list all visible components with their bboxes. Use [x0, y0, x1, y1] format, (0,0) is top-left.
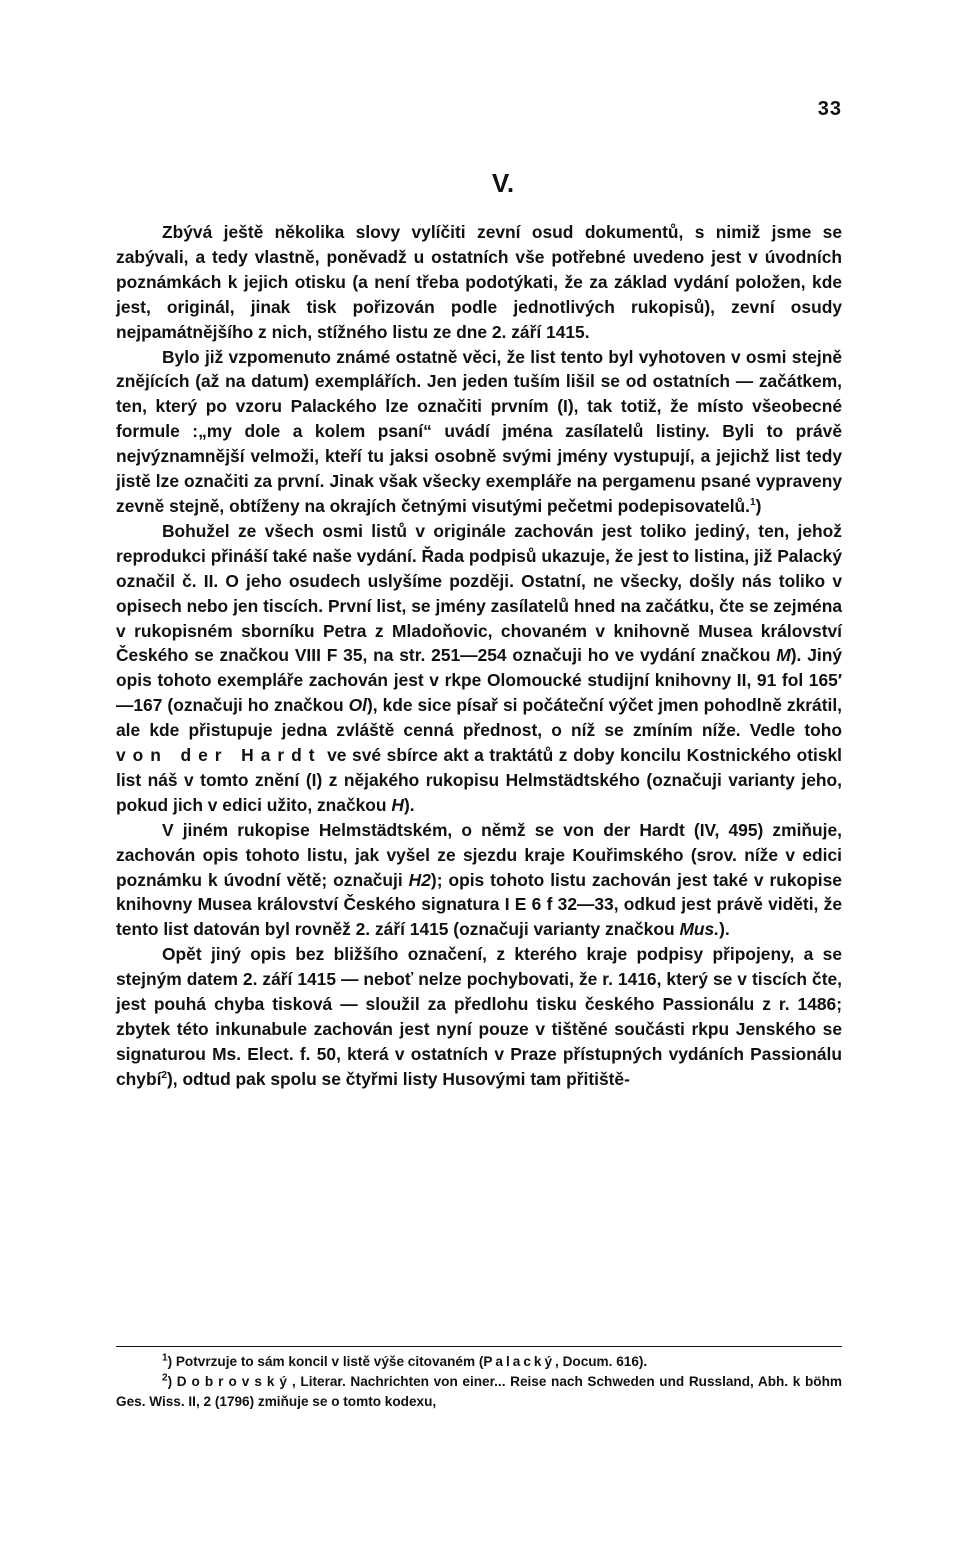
footnote-ref-1[interactable]: 1 [750, 497, 756, 509]
siglum-mus: Mus. [679, 919, 720, 940]
paragraph-1: Zbývá ještě několika slovy vylíčiti zevní osud dokumentů, s nimiž jsme se zabývali, a tedy vlastně, poněvadž u ostatních vše potřebné uvedeno jest v úvodních poznámkách k jejich otisku (a není třeba podotýkati, že za základ vydání položen, kde jest, originál, jinak tisk pořizován podle jednotlivých rukopisů), zevní osudy nejpamátnějšího z nich, stížného listu ze dne 2. září 1415. [116, 222, 842, 342]
author-name-hardt: von der Hardt [116, 745, 322, 766]
footnote-2 [116, 1372, 842, 1412]
siglum-h: H [391, 794, 404, 815]
footnote-1-text-a: ) Potvrzuje to sám koncil v listě výše citovaném ( [167, 1354, 484, 1369]
footnote-2-author: Dobrovský [176, 1373, 292, 1389]
footnote-divider [116, 1346, 842, 1347]
paragraph-3 [116, 519, 842, 818]
footnotes [116, 1352, 842, 1411]
paragraph-4-text-c: ). [719, 919, 730, 940]
paragraph-3-text-b: ). Jiný opis tohoto exempláře zachován jest v rkpe Olomoucké studijní knihovny II, 91 fol 165′—167 (označuji ho značkou [116, 645, 842, 716]
siglum-h2: H2 [408, 869, 431, 890]
paragraph-4-text-b: ); opis tohoto listu zachován jest také v rukopise knihovny Musea království Českého signatura I E 6 f 32—33, odkud jest právě viděti, že tento list datován byl rovněž 2. září 1415 (označuji varianty značkou [116, 869, 842, 940]
body-text [116, 220, 842, 1092]
footnote-1-author: Palacký [483, 1354, 556, 1369]
paragraph-3-text-d: ve své sbírce akt a traktátů z doby koncilu Kostnického otiskl list náš v tomto znění (I) z nějakého rukopisu Helmstädtského (označuji varianty jeho, pokud jich v edici užito, značkou [116, 745, 842, 815]
paragraph-5-text-b: ), odtud pak spolu se čtyřmi listy Husovými tam přitiště- [166, 1068, 630, 1089]
section-heading: V. [491, 168, 515, 198]
footnote-1-mark: 1 [162, 1352, 168, 1364]
paragraph-5-text-a: Opět jiný opis bez bližšího označení, z kterého kraje podpisy připojeny, a se stejným datem 2. září 1415 — neboť nelze pochybovati, že r. 1416, který se v tiscích čte, jest pouhá chyba tisková — sloužil za předlohu tisku českého Passionálu z r. 1486; zbytek této inkunabule zachován jest nyní pouze v tištěné součásti rkpu Jenského se signaturou Ms. Elect. f. 50, která v ostatních v Praze přístupných vydáních Passionálu chybí [116, 944, 842, 1089]
paragraph-2-text: Bylo již vzpomenuto známé ostatně věci, že list tento byl vyhotoven v osmi stejně znějících (až na datum) exemplářích. Jen jeden tuším lišil se od ostatních — začátkem, ten, který po vzoru Palackého lze označiti prvním (I), tak totiž, že místo všeobecné formule :„my dole a kolem psaní“ uvádí jména zasílatelů listiny. Byli to právě nejvýznamnější velmoži, kteří tu jaksi osobně svými jmény vystupují, a jejichž list tedy jistě lze označiti za první. Jinak však všecky exempláře na pergamenu psané vypraveny zevně stejně, obtíženy na okrajích četnými visutými pečetmi podepisovatelů. [116, 346, 842, 516]
footnote-2-text-b: , Literar. Nachrichten von einer... Reise nach Schweden und Russland, Abh. k böhm Ges. Wiss. II, 2 (1796) zmiňuje se o tomto kodexu, [116, 1373, 842, 1409]
paragraph-3-text-e: ). [403, 794, 415, 815]
siglum-m: M [776, 645, 791, 666]
paragraph-5 [116, 942, 842, 1091]
paragraph-2: Bylo již vzpomenuto známé ostatně věci, že list tento byl vyhotoven v osmi stejně znějících (až na datum) exemplářích. Jen jeden tuším lišil se od ostatních — začátkem, ten, který po vzoru Palackého lze označiti prvním (I), tak totiž, že místo všeobecné formule :„my dole a kolem psaní“ uvádí jména zasílatelů listiny. Byli to právě nejvýznamnější velmoži, kteří tu jaksi osobně svými jmény vystupují, a jejichž list tedy jistě lze označiti za první. Jinak však všecky exempláře na pergamenu psané vypraveny zevně stejně, obtíženy na okrajích četnými visutými pečetmi podepisovatelů.$^1$) [116, 346, 842, 516]
paragraph-4-text-a: V jiném rukopise Helmstädtském, o němž se von der Hardt (IV, 495) zmiňuje, zachován opis tohoto listu, jak vyšel ze sjezdu kraje Kouřimského (srov. níže v edici poznámku k úvodní větě; označuji [116, 819, 842, 890]
footnote-1-text-b: , Docum. 616). [555, 1354, 648, 1369]
footnote-2-text-a: ) [167, 1373, 177, 1389]
footnote-1 [116, 1352, 842, 1372]
paragraph-4 [116, 818, 842, 943]
footnote-2-mark: 2 [162, 1372, 168, 1384]
paragraph-3-text-c: ), kde sice písař si počáteční výčet jmen pohodlně zkrátil, ale kde přistupuje jedna zvláště cenná přednost, o níž se zmíním níže. Vedle toho [116, 695, 843, 741]
page-number: 33 [817, 98, 842, 120]
paragraph-3-text-a: Bohužel ze všech osmi listů v originále zachován jest toliko jediný, ten, jehož reprodukci přináší také naše vydání. Řada podpisů ukazuje, že jest to listina, již Palacký označil č. II. O jeho osudech uslyšíme později. Ostatní, ne všecky, došly nás toliko v opisech nebo jen tiscích. První list, se jmény zasílatelů hned na začátku, čte se zejména v rukopisném sborníku Petra z Mladoňovic, chovaném v knihovně Musea království Českého se značkou VIII F 35, na str. 251—254 označuji ho ve vydání značkou [116, 520, 842, 666]
footnote-ref-2[interactable]: 2 [161, 1070, 167, 1082]
siglum-ol: Ol [348, 695, 367, 716]
